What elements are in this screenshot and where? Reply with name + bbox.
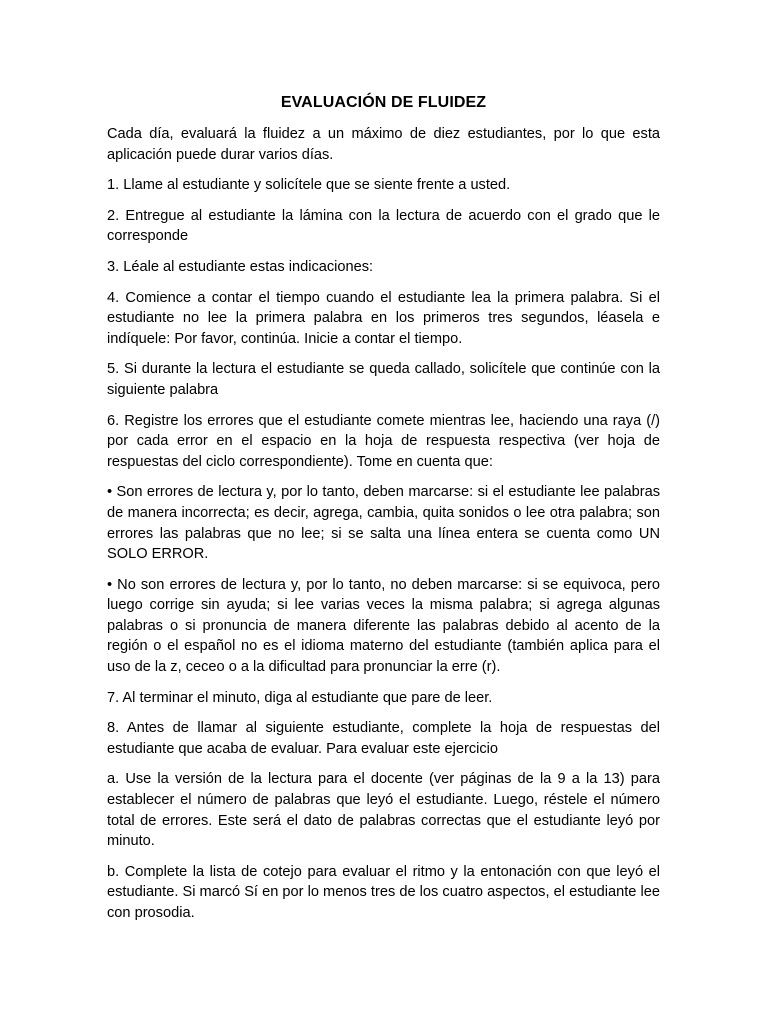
paragraph-step-1: 1. Llame al estudiante y solicítele que se siente frente a usted.	[107, 177, 511, 194]
document-title: EVALUACIÓN DE FLUIDEZ	[280, 94, 487, 111]
paragraph-step-2: 2. Entregue al estudiante la lámina con la lectura de acuerdo con el grado que le corresponde	[107, 207, 660, 245]
paragraph-sub-a: a. Use la versión de la lectura para el docente (ver páginas de la 9 a la 13) para establecer el número de palabras que leyó el estudiante. Luego, réstele el número total de errores. Este será el dato de palabras correctas que el estudiante leyó por minuto.	[107, 771, 660, 850]
paragraph-sub-b: b. Complete la lista de cotejo para evaluar el ritmo y la entonación con que leyó el estudiante. Si marcó Sí en por lo menos tres de los cuatro aspectos, el estudiante lee con prosodia.	[107, 863, 660, 921]
paragraph-step-7: 7. Al terminar el minuto, diga al estudiante que pare de leer.	[107, 689, 493, 706]
paragraph-step-5: 5. Si durante la lectura el estudiante se queda callado, solicítele que continúe con la siguiente palabra	[107, 361, 660, 398]
paragraph-step-6: 6. Registre los errores que el estudiante comete mientras lee, haciendo una raya (/) por cada error en el espacio en la hoja de respuesta respectiva (ver hoja de respuestas del ciclo correspondiente). Tome en cuenta que:	[107, 412, 660, 470]
paragraph-intro: Cada día, evaluará la fluidez a un máximo de diez estudiantes, por lo que esta aplicación puede durar varios días.	[107, 126, 660, 163]
paragraph-bullet-non-errors: • No son errores de lectura y, por lo tanto, no deben marcarse: si se equivoca, pero luego corrige sin ayuda; si lee varias veces la misma palabra; si agrega algunas palabras o si pronuncia de manera diferente las palabras debido al acento de la región o el español no es el idioma materno del estudiante (también aplica para el uso de la z, ceceo o a la dificultad para pronunciar la erre (r).	[107, 576, 660, 676]
paragraph-step-3: 3. Léale al estudiante estas indicaciones:	[107, 258, 374, 275]
paragraph-bullet-errors: • Son errores de lectura y, por lo tanto, deben marcarse: si el estudiante lee palabras de manera incorrecta; es decir, agrega, cambia, quita sonidos o lee otra palabra; son errores las palabras que no lee; si se salta una línea entera se cuenta como UN SOLO ERROR.	[107, 484, 660, 563]
paragraph-step-8: 8. Antes de llamar al siguiente estudiante, complete la hoja de respuestas del estudiante que acaba de evaluar. Para evaluar este ejercicio	[107, 720, 660, 757]
paragraph-step-4: 4. Comience a contar el tiempo cuando el estudiante lea la primera palabra. Si el estudiante no lee la primera palabra en los primeros tres segundos, léasela e indíquele: Por favor, continúa. Inicie a contar el tiempo.	[107, 289, 660, 347]
